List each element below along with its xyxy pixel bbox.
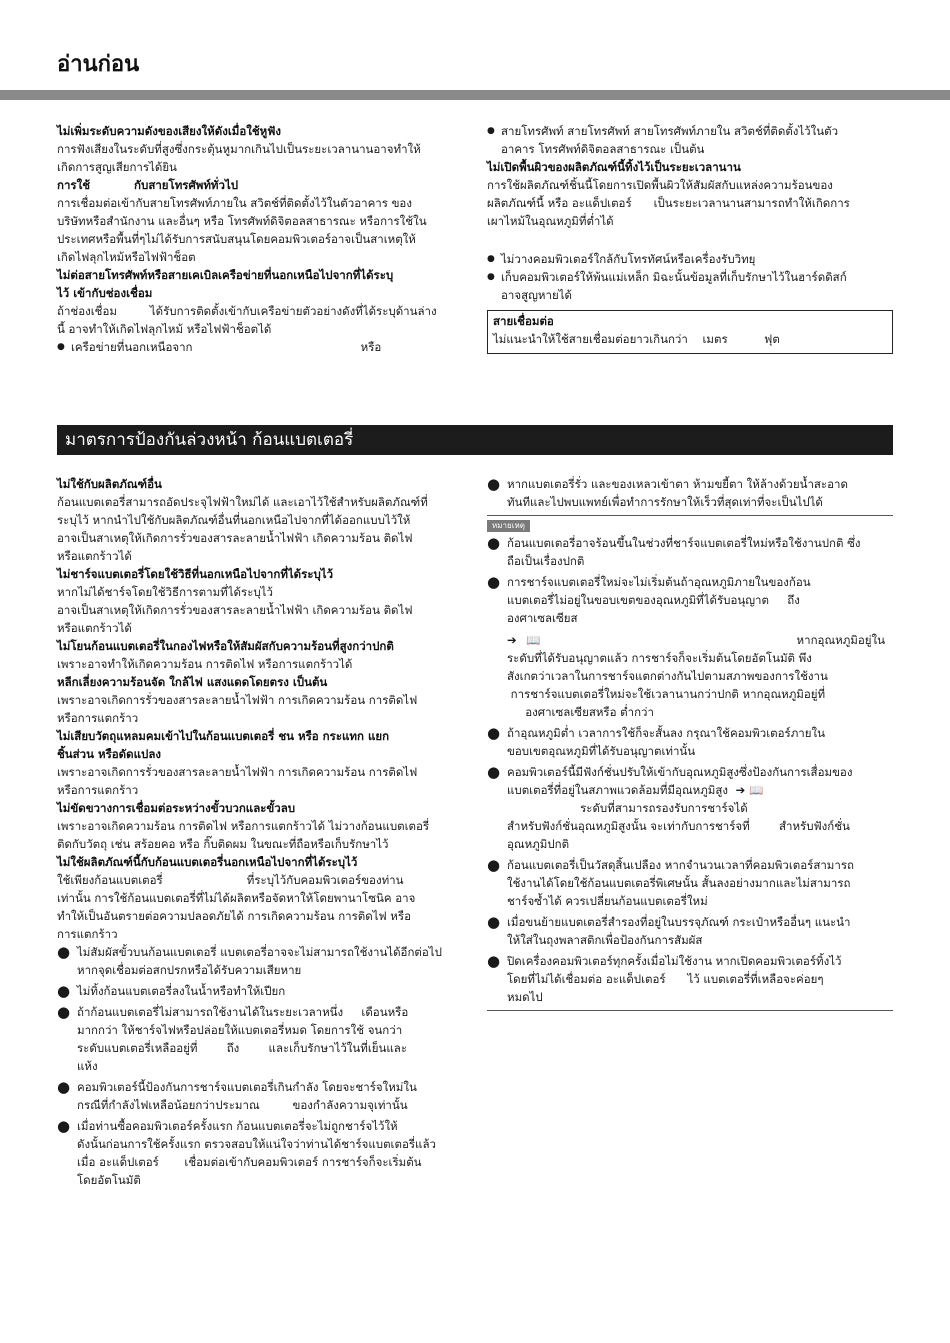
list-item-text: ระดับแบตเตอรี่เหลืออยู่ที่ ถึง และเก็บรักษาไว้ในที่เย็นและ [77, 1041, 408, 1055]
paragraph-line: ระบุไว้ หากนำไปใช้กับผลิตภัณฑ์อื่นที่นอกเหนือไปจากที่ได้ออกแบบไว้ให้ [57, 513, 411, 527]
list-item-text [507, 782, 893, 799]
list-item [57, 1079, 462, 1114]
heading-network-cable-cont: ไว้ เข้ากับช่องเชื่อม [57, 286, 153, 300]
list-item-text: ถือเป็นเรื่องปกติ [507, 554, 585, 568]
list-item-text: สังเกตว่าเวลาในการชาร์จแตกต่างกันไปตามสภาพของการใช้งาน [507, 669, 828, 683]
list-item-text: ระดับที่ได้รับอนุญาตแล้ว การชาร์จก็จะเริ่มต้นโดยอัตโนมัติ พึง [507, 651, 812, 665]
reference-line [507, 632, 893, 649]
paragraph-line: ทำให้เป็นอันตรายต่อความปลอดภัยได้ การเกิดความร้อน การติดไฟ หรือ [57, 909, 411, 923]
top-right-column [487, 123, 893, 354]
note-badge: หมายเหตุ [487, 520, 530, 532]
list-item-text: แบตเตอรี่ไม่อยู่ในขอบเขตของอุณหภูมิที่ได้รับอนุญาต ถึง [507, 593, 800, 607]
list-item-text: ให้ใส่ในถุงพลาสติกเพื่อป้องกันการสัมผัส [507, 933, 703, 947]
bullet-icon: ● [487, 272, 495, 282]
paragraph-line: เท่านั้น การใช้ก้อนแบตเตอรี่ที่ไม่ได้ผลิตหรือจัดหาให้โดยพานาโซนิค อาจ [57, 891, 416, 905]
bullet-icon: ● [487, 952, 501, 970]
list-item [57, 983, 462, 1000]
list-item-text: แห้ง [77, 1059, 98, 1073]
list-item-text: เมื่อ อะแด็ปเตอร์ เชื่อมต่อเข้ากับคอมพิวเตอร์ การชาร์จก็จะเริ่มต้น [77, 1155, 422, 1169]
bullet-icon: ● [487, 126, 495, 136]
paragraph-line: เผาไหม้ในอุณหภูมิที่ต่ำได้ [487, 214, 614, 228]
paragraph-line: ผลิตภัณฑ์นี้ หรือ อะแด็ปเตอร์ เป็นระยะเวลานานสามารถทำให้เกิดการ [487, 196, 850, 210]
list-item-text: เก็บคอมพิวเตอร์ให้พ้นแม่เหล็ก มิฉะนั้นข้อมูลที่เก็บรักษาไว้ในฮาร์ดดิสก์ [501, 270, 847, 284]
list-item-text: ทันทีและไปพบแพทย์เพื่อทำการรักษาให้เร็วที่สุดเท่าที่จะเป็นไปได้ [507, 495, 823, 509]
list-item-text: ไม่วางคอมพิวเตอร์ใกล้กับโทรทัศน์หรือเครื่องรับวิทยุ [501, 252, 756, 266]
list-item [487, 269, 893, 304]
list-item-text: อาจสูญหายได้ [501, 288, 572, 302]
list-item-text: ก้อนแบตเตอรี่เป็นวัสดุสิ้นเปลือง หากจำนวนเวลาที่คอมพิวเตอร์สามารถ [507, 858, 854, 872]
list-item-text: องศาเซลเซียส [507, 611, 578, 625]
list-item-text: อาคาร โทรศัพท์ดิจิตอลสาธารณะ เป็นต้น [501, 142, 705, 156]
box-text: ไม่แนะนำให้ใช้สายเชื่อมต่อยาวเกินกว่า เมตร ฟุต [493, 332, 780, 346]
list-item-text: ใช้งานได้โดยใช้ก้อนแบตเตอรี่พิเศษนั้น สั้นลงอย่างมากและไม่สามารถ [507, 876, 851, 890]
box-title: สายเชื่อมต่อ [493, 314, 554, 328]
paragraph-line: เพราะอาจเกิดการรั่วของสารละลายน้ำไฟฟ้า การเกิดความร้อน การติดไฟ [57, 693, 418, 707]
list-item-text: หากจุดเชื่อมต่อสกปรกหรือได้รับความเสียหาย [77, 963, 302, 977]
heading-headphone: ไม่เพิ่มระดับความดังของเสียงให้ดังเมื่อใช้หูฟัง [57, 124, 281, 138]
list-item-text: มากกว่า ให้ชาร์จไฟหรือปล่อยให้แบตเตอรี่หมด โดยการใช้ จนกว่า [77, 1023, 403, 1037]
list-item-text: องศาเซลเซียสหรือ ต่ำกว่า [507, 705, 654, 719]
list-item-text: คอมพิวเตอร์นี้ป้องกันการชาร์จแบตเตอรี่เกินกำลัง โดยจะชาร์จใหม่ใน [77, 1080, 417, 1094]
list-item-text: การชาร์จแบตเตอรี่ใหม่จะไม่เริ่มต้นถ้าอุณหภูมิภายในของก้อน [507, 575, 811, 589]
paragraph-line: เกิดไฟลุกไหม้หรือไฟฟ้าช็อต [57, 250, 196, 264]
paragraph-line: การใช้ผลิตภัณฑ์ชิ้นนี้โดยการเปิดพื้นผิวให้สัมผัสกับแหล่งความร้อนของ [487, 178, 833, 192]
heading-sharp-objects: ไม่เสียบวัตถุแหลมคมเข้าไปในก้อนแบตเตอรี่ ชน หรือ กระแทก แยก [57, 729, 390, 743]
paragraph-line: ติดกับวัตถุ เช่น สร้อยคอ หรือ กิ๊บติดผม ในขณะที่ถือหรือเก็บรักษาไว้ [57, 837, 389, 851]
heading-charge-method: ไม่ชาร์จแบตเตอรี่โดยใช้วิธีที่นอกเหนือไปจากที่ได้ระบุไว้ [57, 567, 334, 581]
bullet-icon: ● [487, 534, 501, 552]
note-divider [487, 515, 893, 516]
bullet-icon: ● [57, 342, 65, 352]
paragraph-line: ก้อนแบตเตอรี่สามารถอัดประจุไฟฟ้าใหม่ได้ และเอาไว้ใช้สำหรับผลิตภัณฑ์ที่ [57, 495, 428, 509]
list-item-text: โดยที่ไม่ได้เชื่อมต่อ อะแด็ปเตอร์ ไว้ แบตเตอรี่ที่เหลือจะค่อยๆ [507, 972, 824, 986]
paragraph-line: อาจเป็นสาเหตุให้เกิดการรั่วของสารละลายน้ำไฟฟ้า เกิดความร้อน ติดไฟ [57, 531, 413, 545]
bullet-icon: ● [57, 1003, 71, 1021]
list-item [487, 476, 893, 511]
list-item-text: เครือข่ายที่นอกเหนือจาก หรือ [71, 340, 382, 354]
note-item [487, 953, 893, 1006]
reference-text: หากอุณหภูมิอยู่ใน [796, 633, 885, 647]
paragraph-line: บริษัทหรือสำนักงาน และอื่นๆ หรือ โทรศัพท์ดิจิตอลสาธารณะ หรือการใช้ใน [57, 214, 427, 228]
list-item-text: ดังนั้นก่อนการใช้ครั้งแรก ตรวจสอบให้แน่ใจว่าท่านได้ชาร์จแบตเตอรี่แล้ว [77, 1137, 436, 1151]
paragraph-line: เกิดการสูญเสียการได้ยิน [57, 160, 177, 174]
bullet-icon: ● [487, 573, 501, 591]
list-item-text: ขอบเขตอุณหภูมิที่ได้รับอนุญาตเท่านั้น [507, 744, 696, 758]
bullet-icon: ● [487, 913, 501, 931]
paragraph-line: การแตกร้าว [57, 927, 118, 941]
title-divider-bar [0, 90, 950, 100]
heading-fire: ไม่โยนก้อนแบตเตอรี่ในกองไฟหรือให้สัมผัสกับความร้อนที่สูงกว่าปกติ [57, 639, 394, 653]
paragraph-line: หากไม่ได้ชาร์จโดยใช้วิธีการตามที่ได้ระบุไว้ [57, 585, 273, 599]
bullet-icon: ● [487, 856, 501, 874]
heading-network-cable: ไม่ต่อสายโทรศัพท์หรือสายเคเบิลเครือข่ายที่นอกเหนือไปจากที่ได้ระบุ [57, 268, 394, 282]
list-item-text: ปิดเครื่องคอมพิวเตอร์ทุกครั้งเมื่อไม่ใช้งาน หากเปิดคอมพิวเตอร์ทิ้งไว้ [507, 954, 842, 968]
arrow-right-icon: ➔ [507, 633, 517, 647]
list-item-text: ไม่สัมผัสขั้วบนก้อนแบตเตอรี่ แบตเตอรี่อาจจะไม่สามารถใช้งานได้อีกต่อไป [77, 945, 442, 959]
book-icon: 📖 [526, 633, 541, 647]
paragraph-line: เพราะอาจเกิดการรั่วของสารละลายน้ำไฟฟ้า การเกิดความร้อน การติดไฟ [57, 765, 418, 779]
paragraph-line: ใช้เพียงก้อนแบตเตอรี่ ที่ระบุไว้กับคอมพิวเตอร์ของท่าน [57, 873, 404, 887]
list-item-text: สายโทรศัพท์ สายโทรศัพท์ สายโทรศัพท์ภายใน สวิตช์ที่ติดตั้งไว้ในตัว [501, 124, 839, 138]
section-title-bar: มาตรการป้องกันล่วงหน้า ก้อนแบตเตอรี่ [57, 425, 893, 455]
paragraph-line: ประเทศหรือพื้นที่ๆไม่ได้รับการสนับสนุนโดยคอมพิวเตอร์อาจเป็นสาเหตุให้ [57, 232, 416, 246]
note-item [487, 914, 893, 949]
list-item [57, 944, 462, 979]
list-item [57, 339, 462, 356]
paragraph-line: ถ้าช่องเชื่อม ได้รับการติดตั้งเข้ากับเครือข่ายตัวอย่างดังที่ได้ระบุด้านล่าง [57, 304, 437, 318]
note-item [487, 535, 893, 570]
book-icon: 📖 [748, 783, 764, 797]
heading-surface-heat: ไม่เปิดพื้นผิวของผลิตภัณฑ์นี้ทิ้งไว้เป็นระยะเวลานาน [487, 160, 741, 174]
list-item-text: โดยอัตโนมัติ [77, 1173, 141, 1187]
heading-other-products: ไม่ใช้กับผลิตภัณฑ์อื่น [57, 477, 162, 491]
bottom-right-column [487, 476, 893, 1011]
paragraph-line: หรือการแตกร้าว [57, 783, 139, 797]
paragraph-line: เพราะอาจทำให้เกิดความร้อน การติดไฟ หรือการแตกร้าวได้ [57, 657, 353, 671]
list-item-text: ไม่ทิ้งก้อนแบตเตอรี่ลงในน้ำหรือทำให้เปียก [77, 984, 286, 998]
note-item [487, 725, 893, 760]
page-title: อ่านก่อน [57, 52, 140, 77]
heading-heat: หลีกเลี่ยงความร้อนจัด ใกล้ไฟ แสงแดดโดยตรง เป็นต้น [57, 675, 328, 689]
bullet-icon: ● [487, 724, 501, 742]
heading-phone-line: การใช้ กับสายโทรศัพท์ทั่วไป [57, 178, 239, 192]
list-item-text-segment: แบตเตอรี่ที่อยู่ในสภาพแวดล้อมที่มีอุณหภูมิสูง [507, 783, 728, 797]
list-item-text: เมื่อขนย้ายแบตเตอรี่สำรองที่อยู่ในบรรจุภัณฑ์ กระเป๋าหรืออื่นๆ แนะนำ [507, 915, 851, 929]
list-item-text: ระดับที่สามารถรองรับการชาร์จได้ [507, 801, 748, 815]
note-item [487, 574, 893, 721]
list-item-text: กรณีที่กำลังไฟเหลือน้อยกว่าประมาณ ของกำลังความจุเท่านั้น [77, 1098, 408, 1112]
paragraph-line: เพราะอาจเกิดความร้อน การติดไฟ หรือการแตกร้าวได้ ไม่วางก้อนแบตเตอรี่ [57, 819, 430, 833]
bullet-icon: ● [57, 1117, 71, 1135]
list-item [57, 1004, 462, 1075]
arrow-right-icon: ➔ [735, 783, 746, 797]
paragraph-line: หรือแตกร้าวได้ [57, 549, 132, 563]
list-item-text: การชาร์จแบตเตอรี่ใหม่จะใช้เวลานานกว่าปกติ หากอุณหภูมิอยู่ที่ [507, 687, 826, 701]
paragraph-line: การเชื่อมต่อเข้ากับสายโทรศัพท์ภายใน สวิตช์ที่ติดตั้งไว้ในตัวอาคาร ของ [57, 196, 412, 210]
bullet-icon: ● [57, 1078, 71, 1096]
list-item-text: อุณหภูมิปกติ [507, 837, 570, 851]
bullet-icon: ● [487, 475, 501, 493]
list-item-text: สำหรับฟังก์ชั่นอุณหภูมิสูงนั้น จะเท่ากับการชาร์จที่ สำหรับฟังก์ชั่น [507, 819, 850, 833]
list-item-text: หากแบตเตอรี่รั่ว และของเหลวเข้าตา ห้ามขยี้ตา ให้ล้างด้วยน้ำสะอาด [507, 477, 848, 491]
paragraph-line: อาจเป็นสาเหตุให้เกิดการรั่วของสารละลายน้ำไฟฟ้า เกิดความร้อน ติดไฟ [57, 603, 413, 617]
bullet-icon: ● [487, 763, 501, 781]
cable-info-box [487, 310, 893, 354]
list-item [487, 251, 893, 268]
heading-specified-battery: ไม่ใช้ผลิตภัณฑ์นี้กับก้อนแบตเตอรี่นอกเหนือไปจากที่ได้ระบุไว้ [57, 855, 358, 869]
list-item-text: ถ้าก้อนแบตเตอรี่ไม่สามารถใช้งานได้ในระยะเวลาหนึ่ง เดือนหรือ [77, 1005, 409, 1019]
list-item [57, 1118, 462, 1189]
list-item-text: ชาร์จซ้ำได้ ควรเปลี่ยนก้อนแบตเตอรี่ใหม่ [507, 894, 708, 908]
paragraph-line: การฟังเสียงในระดับที่สูงซึ่งกระตุ้นหูมากเกินไปเป็นระยะเวลานานอาจทำให้ [57, 142, 421, 156]
bullet-icon: ● [487, 254, 495, 264]
bottom-left-column [57, 476, 462, 1193]
list-item-text: หมดไป [507, 990, 543, 1004]
paragraph-line: นี้ อาจทำให้เกิดไฟลุกไหม้ หรือไฟฟ้าช็อตได้ [57, 322, 272, 336]
list-item-text: ก้อนแบตเตอรี่อาจร้อนขึ้นในช่วงที่ชาร์จแบตเตอรี่ใหม่หรือใช้งานปกติ ซึ่ง [507, 536, 861, 550]
bullet-icon: ● [57, 943, 71, 961]
list-item [487, 123, 893, 158]
paragraph-line: หรือการแตกร้าว [57, 711, 139, 725]
top-left-column [57, 123, 462, 356]
note-end-divider [487, 1010, 893, 1011]
note-item [487, 857, 893, 910]
list-item-text: คอมพิวเตอร์นี้มีฟังก์ชั่นปรับให้เข้ากับอุณหภูมิสูงซึ่งป้องกันการเสื่อมของ [507, 765, 853, 779]
paragraph-line: หรือแตกร้าวได้ [57, 621, 132, 635]
bullet-icon: ● [57, 982, 71, 1000]
list-item-text: ถ้าอุณหภูมิต่ำ เวลาการใช้ก็จะสั้นลง กรุณาใช้คอมพิวเตอร์ภายใน [507, 726, 825, 740]
note-item [487, 764, 893, 853]
heading-short-circuit: ไม่ขัดขวางการเชื่อมต่อระหว่างขั้วบวกและขั้วลบ [57, 801, 296, 815]
list-item-text: เมื่อท่านซื้อคอมพิวเตอร์ครั้งแรก ก้อนแบตเตอรี่จะไม่ถูกชาร์จไว้ให้ [77, 1119, 398, 1133]
heading-sharp-objects-cont: ชิ้นส่วน หรือดัดแปลง [57, 747, 161, 761]
